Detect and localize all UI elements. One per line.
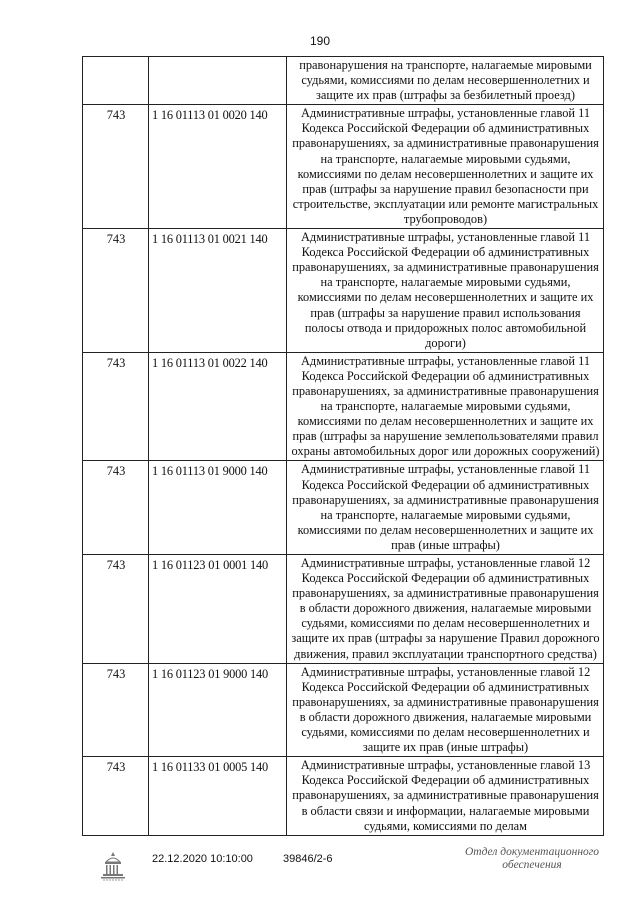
table-row (83, 229, 604, 353)
table-row (83, 555, 604, 664)
budget-code-cell: 1 16 01123 01 9000 140 (149, 663, 287, 757)
description-cell: правонарушения на транспорте, налагаемые мировыми судьями, комиссиями по делам несовершеннолетних и защите их прав (штрафы за безбилетный проезд) (287, 57, 604, 105)
admin-code-cell: 743 (83, 555, 149, 664)
table-row (83, 57, 604, 105)
table-row (83, 461, 604, 555)
admin-code-cell: 743 (83, 105, 149, 229)
description-cell: Административные штрафы, установленные главой 12 Кодекса Российской Федерации об административных правонарушениях, за административные правонарушения в области дорожного движения, налагаемые мировыми судьями, комиссиями по делам несовершеннолетних и защите их прав (штрафы за нарушение Правил дорожного движения, правил эксплуатации транспортного средства) (287, 555, 604, 664)
budget-code-cell: 1 16 01123 01 0001 140 (149, 555, 287, 664)
budget-codes-table (82, 56, 604, 836)
budget-code-cell: 1 16 01113 01 0021 140 (149, 229, 287, 353)
budget-code-cell: 1 16 01113 01 0020 140 (149, 105, 287, 229)
table-row (83, 105, 604, 229)
description-cell: Административные штрафы, установленные главой 11 Кодекса Российской Федерации об административных правонарушениях, за административные правонарушения на транспорте, налагаемые мировыми судьями, комиссиями по делам несовершеннолетних и защите их прав (штрафы за нарушение правил использования полосы отвода и придорожных полос автомобильной дороги) (287, 229, 604, 353)
admin-code-cell: 743 (83, 461, 149, 555)
description-cell: Административные штрафы, установленные главой 12 Кодекса Российской Федерации об административных правонарушениях, за административные правонарушения в области дорожного движения, налагаемые мировыми судьями, комиссиями по делам несовершеннолетних и защите их прав (иные штрафы) (287, 663, 604, 757)
admin-code-cell (83, 57, 149, 105)
table-row (83, 352, 604, 461)
stamp-document-id: 39846/2-6 (283, 853, 333, 865)
description-cell: Административные штрафы, установленные главой 13 Кодекса Российской Федерации об административных правонарушениях, за административные правонарушения в области связи и информации, налагаемые мировыми судьями, комиссиями по делам (287, 757, 604, 835)
budget-code-cell: 1 16 01113 01 0022 140 (149, 352, 287, 461)
budget-code-cell (149, 57, 287, 105)
page-footer (0, 846, 640, 900)
admin-code-cell: 743 (83, 352, 149, 461)
description-cell: Административные штрафы, установленные главой 11 Кодекса Российской Федерации об административных правонарушениях, за административные правонарушения на транспорте, налагаемые мировыми судьями, комиссиями по делам несовершеннолетних и защите их прав (штрафы за нарушение землепользователями правил охраны автомобильных дорог или дорожных сооружений) (287, 352, 604, 461)
admin-code-cell: 743 (83, 757, 149, 835)
budget-code-cell: 1 16 01133 01 0005 140 (149, 757, 287, 835)
description-cell: Административные штрафы, установленные главой 11 Кодекса Российской Федерации об административных правонарушениях, за административные правонарушения на транспорте, налагаемые мировыми судьями, комиссиями по делам несовершеннолетних и защите их прав (штрафы за нарушение правил безопасности при строительстве, эксплуатации или ремонте магистральных трубопроводов) (287, 105, 604, 229)
stamp-datetime: 22.12.2020 10:10:00 (152, 853, 253, 865)
government-building-icon (100, 850, 126, 884)
department-line: Отдел документационного (464, 846, 600, 858)
table-row (83, 757, 604, 835)
admin-code-cell: 743 (83, 663, 149, 757)
budget-code-cell: 1 16 01113 01 9000 140 (149, 461, 287, 555)
department-stamp (452, 846, 612, 872)
page-number: 190 (309, 34, 331, 48)
table-row (83, 663, 604, 757)
description-cell: Административные штрафы, установленные главой 11 Кодекса Российской Федерации об административных правонарушениях, за административные правонарушения на транспорте, налагаемые мировыми судьями, комиссиями по делам несовершеннолетних и защите их прав (иные штрафы) (287, 461, 604, 555)
admin-code-cell: 743 (83, 229, 149, 353)
department-line: обеспечения (502, 859, 562, 871)
